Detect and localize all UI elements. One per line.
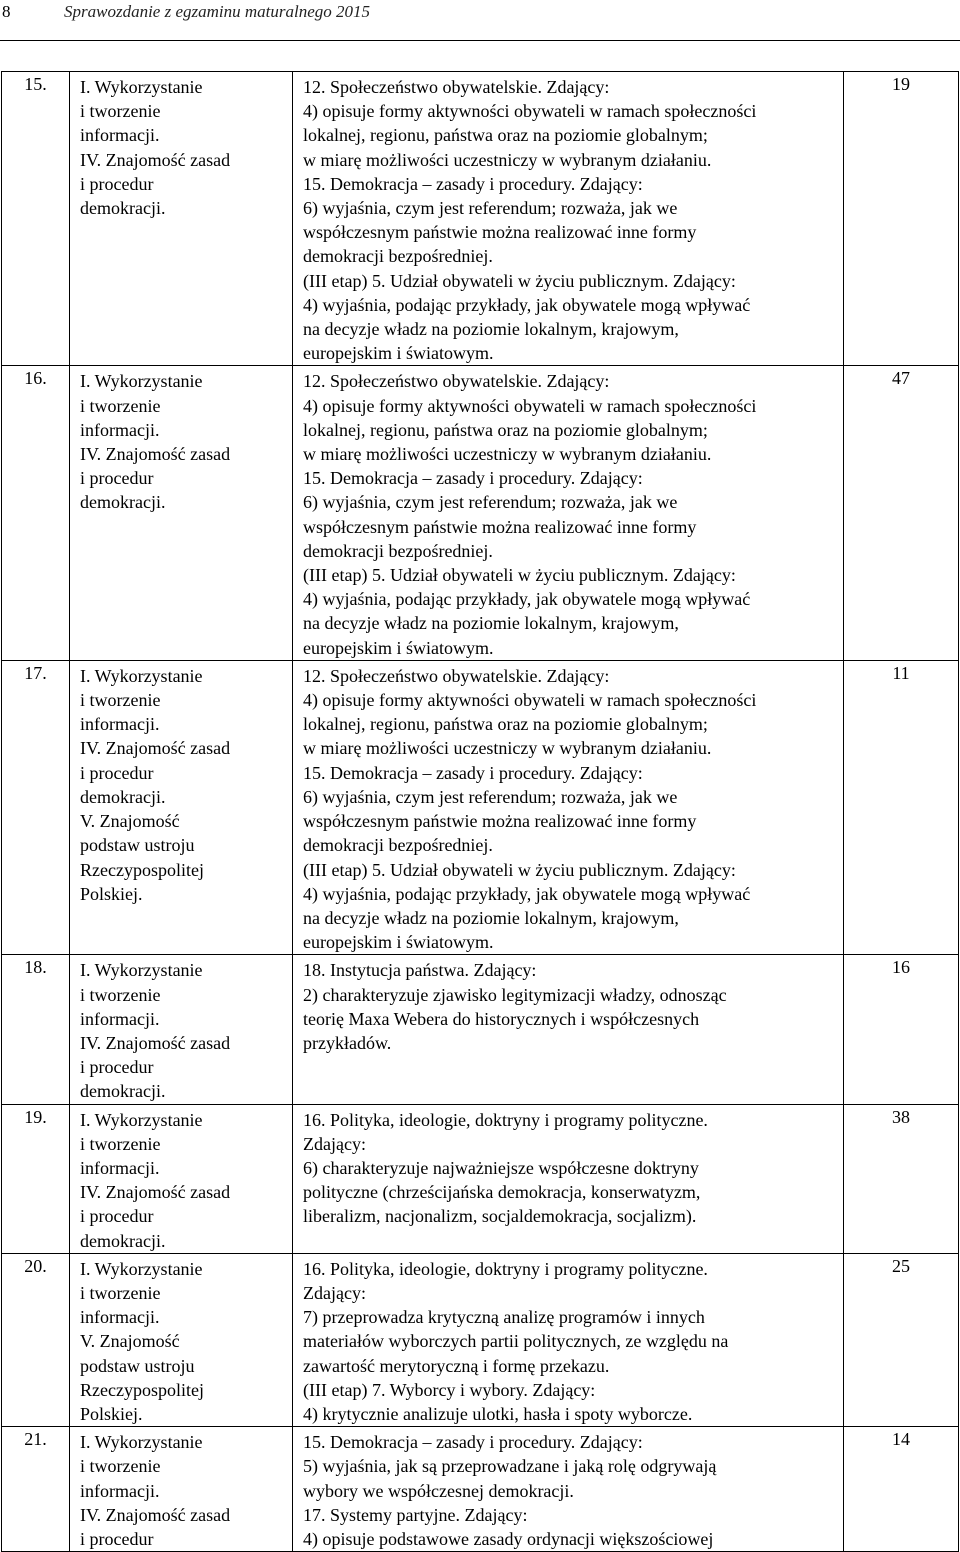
area-line: i procedur	[80, 1528, 154, 1549]
area-line: I. Wykorzystanie	[80, 1432, 203, 1453]
area-line: demokracji.	[80, 198, 166, 219]
area-line: informacji.	[80, 1008, 160, 1029]
area-line: i procedur	[80, 468, 154, 489]
table-row	[2, 1253, 959, 1426]
table-row	[2, 660, 959, 954]
area-line: demokracji.	[80, 786, 166, 807]
requirement-line: współczesnym państwie można realizować inne formy	[303, 222, 697, 243]
page-number: 8	[2, 2, 11, 21]
solvability-percent: 25	[892, 1255, 910, 1276]
requirement-line: 7) przeprowadza krytyczną analizę programów i innych	[303, 1307, 705, 1328]
area-line: i tworzenie	[80, 984, 161, 1005]
requirement-area-cell	[70, 366, 293, 660]
requirement-line: 6) wyjaśnia, czym jest referendum; rozważa, jak we	[303, 786, 678, 807]
requirement-line: 16. Polityka, ideologie, doktryny i programy polityczne.	[303, 1258, 708, 1279]
requirement-line: 18. Instytucja państwa. Zdający:	[303, 960, 537, 981]
requirement-line: polityczne (chrześcijańska demokracja, konserwatyzm,	[303, 1182, 701, 1203]
area-line: i procedur	[80, 1206, 154, 1227]
solvability-percent: 38	[892, 1106, 910, 1127]
page-header	[0, 0, 960, 41]
requirement-line: 15. Demokracja – zasady i procedury. Zdający:	[303, 173, 643, 194]
requirement-line: (III etap) 7. Wyborcy i wybory. Zdający:	[303, 1379, 596, 1400]
area-line: I. Wykorzystanie	[80, 77, 203, 97]
area-line: i tworzenie	[80, 1282, 161, 1303]
area-line: Polskiej.	[80, 883, 143, 904]
requirement-line: lokalnej, regionu, państwa oraz na poziomie globalnym;	[303, 125, 708, 146]
area-line: i procedur	[80, 762, 154, 783]
solvability-percent-cell	[844, 660, 959, 954]
requirement-line: (III etap) 5. Udział obywateli w życiu publicznym. Zdający:	[303, 270, 736, 291]
table-row	[2, 72, 959, 366]
area-line: demokracji.	[80, 1081, 166, 1102]
detailed-requirements-cell	[293, 955, 844, 1104]
area-line: I. Wykorzystanie	[80, 665, 203, 686]
area-line: informacji.	[80, 125, 160, 146]
area-line: I. Wykorzystanie	[80, 1109, 203, 1130]
area-line: IV. Znajomość zasad	[80, 1032, 231, 1053]
requirement-line: 4) opisuje podstawowe zasady ordynacji większościowej	[303, 1528, 714, 1549]
requirement-area-cell	[70, 72, 293, 366]
requirement-line: na decyzje władz na poziomie lokalnym, krajowym,	[303, 907, 679, 928]
area-line: IV. Znajomość zasad	[80, 1504, 231, 1525]
requirement-line: 16. Polityka, ideologie, doktryny i programy polityczne.	[303, 1109, 708, 1130]
task-number-cell	[2, 366, 70, 660]
area-line: i tworzenie	[80, 1456, 161, 1477]
area-line: I. Wykorzystanie	[80, 960, 203, 981]
requirement-line: w miarę możliwości uczestniczy w wybranym działaniu.	[303, 444, 712, 465]
area-line: demokracji.	[80, 1230, 166, 1251]
task-number-cell	[2, 1253, 70, 1426]
area-line: informacji.	[80, 714, 160, 735]
area-line: podstaw ustroju	[80, 835, 195, 856]
requirement-line: 4) opisuje formy aktywności obywateli w ramach społeczności	[303, 101, 757, 122]
requirement-line: 4) opisuje formy aktywności obywateli w ramach społeczności	[303, 690, 757, 711]
requirement-line: europejskim i światowym.	[303, 637, 494, 658]
detailed-requirements-cell	[293, 660, 844, 954]
area-line: i procedur	[80, 1057, 154, 1078]
table-body	[2, 72, 959, 1552]
area-line: informacji.	[80, 1307, 160, 1328]
detailed-requirements-cell	[293, 72, 844, 366]
running-title: Sprawozdanie z egzaminu maturalnego 2015	[64, 2, 370, 21]
requirement-line: europejskim i światowym.	[303, 932, 494, 953]
area-line: informacji.	[80, 1157, 160, 1178]
area-line: V. Znajomość	[80, 811, 180, 832]
solvability-percent: 19	[892, 74, 910, 94]
requirement-line: zawartość merytoryczną i formę przekazu.	[303, 1355, 610, 1376]
requirement-line: przykładów.	[303, 1032, 392, 1053]
requirement-line: wybory we współczesnej demokracji.	[303, 1480, 574, 1501]
requirement-line: współczesnym państwie można realizować inne formy	[303, 516, 697, 537]
requirement-line: 17. Systemy partyjne. Zdający:	[303, 1504, 528, 1525]
task-number: 19.	[24, 1106, 47, 1127]
task-number: 16.	[24, 368, 47, 389]
requirement-line: lokalnej, regionu, państwa oraz na poziomie globalnym;	[303, 714, 708, 735]
requirement-line: 6) charakteryzuje najważniejsze współczesne doktryny	[303, 1157, 699, 1178]
task-number: 21.	[24, 1429, 47, 1450]
requirement-area-cell	[70, 1104, 293, 1253]
requirement-line: 12. Społeczeństwo obywatelskie. Zdający:	[303, 665, 610, 686]
requirement-line: na decyzje władz na poziomie lokalnym, krajowym,	[303, 613, 679, 634]
requirement-line: 4) wyjaśnia, podając przykłady, jak obywatele mogą wpływać	[303, 883, 751, 904]
requirement-line: demokracji bezpośredniej.	[303, 246, 493, 267]
solvability-percent: 11	[892, 662, 910, 683]
area-line: IV. Znajomość zasad	[80, 444, 231, 465]
requirement-line: w miarę możliwości uczestniczy w wybranym działaniu.	[303, 738, 712, 759]
requirement-area-cell	[70, 1253, 293, 1426]
solvability-percent-cell	[844, 1253, 959, 1426]
table-row	[2, 1104, 959, 1253]
solvability-percent: 16	[892, 957, 910, 978]
area-line: i tworzenie	[80, 395, 161, 416]
task-number: 18.	[24, 957, 47, 978]
solvability-percent-cell	[844, 366, 959, 660]
area-line: V. Znajomość	[80, 1331, 180, 1352]
area-line: IV. Znajomość zasad	[80, 1182, 231, 1203]
area-line: I. Wykorzystanie	[80, 1258, 203, 1279]
area-line: informacji.	[80, 1480, 160, 1501]
detailed-requirements-cell	[293, 366, 844, 660]
task-number-cell	[2, 955, 70, 1104]
requirement-line: 5) wyjaśnia, jak są przeprowadzane i jaką rolę odgrywają	[303, 1456, 717, 1477]
task-number-cell	[2, 1104, 70, 1253]
requirement-line: materiałów wyborczych partii politycznych, ze względu na	[303, 1331, 729, 1352]
area-line: demokracji.	[80, 492, 166, 513]
requirement-area-cell	[70, 955, 293, 1104]
requirement-area-cell	[70, 660, 293, 954]
requirement-line: 6) wyjaśnia, czym jest referendum; rozważa, jak we	[303, 492, 678, 513]
task-number-cell	[2, 72, 70, 366]
task-number: 15.	[24, 74, 47, 94]
requirement-line: 4) krytycznie analizuje ulotki, hasła i spoty wyborcze.	[303, 1403, 693, 1424]
requirement-line: współczesnym państwie można realizować inne formy	[303, 811, 697, 832]
requirement-line: demokracji bezpośredniej.	[303, 835, 493, 856]
area-line: IV. Znajomość zasad	[80, 738, 231, 759]
solvability-percent: 47	[892, 368, 910, 389]
requirement-line: 2) charakteryzuje zjawisko legitymizacji władzy, odnosząc	[303, 984, 727, 1005]
solvability-percent-cell	[844, 955, 959, 1104]
task-number: 20.	[24, 1255, 47, 1276]
area-line: Rzeczypospolitej	[80, 1379, 204, 1400]
area-line: i procedur	[80, 173, 154, 194]
requirement-line: 4) wyjaśnia, podając przykłady, jak obywatele mogą wpływać	[303, 294, 751, 315]
area-line: IV. Znajomość zasad	[80, 149, 231, 170]
requirement-line: Zdający:	[303, 1133, 366, 1154]
requirement-line: 15. Demokracja – zasady i procedury. Zdający:	[303, 1432, 643, 1453]
requirement-line: 4) opisuje formy aktywności obywateli w ramach społeczności	[303, 395, 757, 416]
requirements-table	[1, 71, 959, 1552]
area-line: I. Wykorzystanie	[80, 371, 203, 392]
requirement-line: Zdający:	[303, 1282, 366, 1303]
requirement-line: 12. Społeczeństwo obywatelskie. Zdający:	[303, 77, 610, 97]
detailed-requirements-cell	[293, 1104, 844, 1253]
area-line: Polskiej.	[80, 1403, 143, 1424]
requirement-line: 15. Demokracja – zasady i procedury. Zdający:	[303, 468, 643, 489]
area-line: informacji.	[80, 419, 160, 440]
solvability-percent: 14	[892, 1429, 910, 1450]
requirement-line: w miarę możliwości uczestniczy w wybranym działaniu.	[303, 149, 712, 170]
requirement-line: (III etap) 5. Udział obywateli w życiu publicznym. Zdający:	[303, 565, 736, 586]
area-line: i tworzenie	[80, 101, 161, 122]
solvability-percent-cell	[844, 1104, 959, 1253]
requirement-line: na decyzje władz na poziomie lokalnym, krajowym,	[303, 319, 679, 340]
requirement-line: (III etap) 5. Udział obywateli w życiu publicznym. Zdający:	[303, 859, 736, 880]
area-line: Rzeczypospolitej	[80, 859, 204, 880]
requirement-line: demokracji bezpośredniej.	[303, 540, 493, 561]
detailed-requirements-cell	[293, 1253, 844, 1426]
requirement-line: 4) wyjaśnia, podając przykłady, jak obywatele mogą wpływać	[303, 589, 751, 610]
requirement-line: 15. Demokracja – zasady i procedury. Zdający:	[303, 762, 643, 783]
requirement-line: lokalnej, regionu, państwa oraz na poziomie globalnym;	[303, 419, 708, 440]
requirement-line: europejskim i światowym.	[303, 343, 494, 364]
table-row	[2, 366, 959, 660]
area-line: i tworzenie	[80, 1133, 161, 1154]
task-number: 17.	[24, 662, 47, 683]
solvability-percent-cell	[844, 72, 959, 366]
task-number-cell	[2, 660, 70, 954]
requirement-line: liberalizm, nacjonalizm, socjaldemokracja, socjalizm).	[303, 1206, 697, 1227]
requirement-line: teorię Maxa Webera do historycznych i współczesnych	[303, 1008, 700, 1029]
area-line: podstaw ustroju	[80, 1355, 195, 1376]
table-row	[2, 955, 959, 1104]
area-line: i tworzenie	[80, 690, 161, 711]
requirement-line: 12. Społeczeństwo obywatelskie. Zdający:	[303, 371, 610, 392]
requirement-line: 6) wyjaśnia, czym jest referendum; rozważa, jak we	[303, 198, 678, 219]
